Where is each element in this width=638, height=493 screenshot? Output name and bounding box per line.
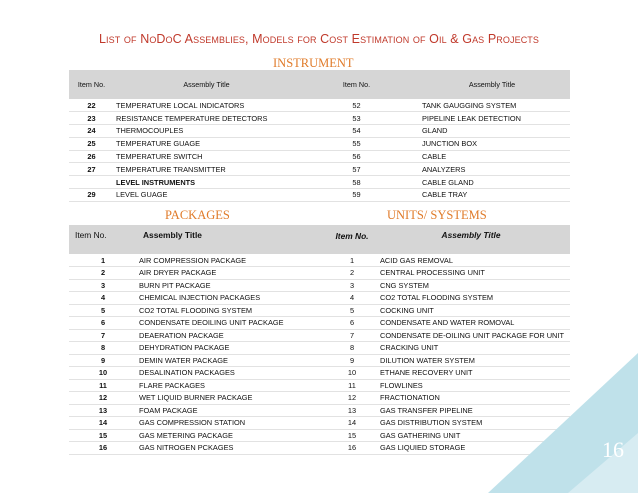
assembly-title-cell: FRACTIONATION bbox=[380, 393, 440, 403]
item-no-cell: 15 bbox=[347, 430, 357, 440]
assembly-title-cell: AIR COMPRESSION PACKAGE bbox=[139, 255, 247, 265]
assembly-title-cell: CENTRAL PROCESSING UNIT bbox=[380, 268, 485, 278]
assembly-title-cell: DEAERATION PACKAGE bbox=[139, 330, 224, 340]
table-row bbox=[69, 317, 570, 330]
item-no-cell: 5 bbox=[100, 305, 106, 315]
item-no-cell: 5 bbox=[349, 305, 355, 315]
assembly-title-cell: JUNCTION BOX bbox=[422, 139, 478, 149]
assembly-title-cell: CNG SYSTEM bbox=[380, 280, 429, 290]
item-no-cell: 4 bbox=[100, 293, 106, 303]
item-no-cell: 1 bbox=[349, 255, 355, 265]
assembly-title-cell: GAS GATHERING UNIT bbox=[380, 430, 461, 440]
item-no-cell: 4 bbox=[349, 293, 355, 303]
header-assembly-title: Assembly Title bbox=[183, 80, 230, 89]
header-assembly-title: Assembly Title bbox=[143, 230, 202, 240]
assembly-title-cell: TEMPERATURE LOCAL INDICATORS bbox=[116, 100, 245, 110]
assembly-title-cell: LEVEL GUAGE bbox=[116, 190, 168, 200]
assembly-title-cell: CONDENSATE AND WATER ROMOVAL bbox=[380, 318, 515, 328]
item-no-cell: 14 bbox=[347, 418, 357, 428]
assembly-title-cell: DEMIN WATER PACKAGE bbox=[139, 355, 228, 365]
units-systems-label: UNITS/ SYSTEMS bbox=[387, 208, 487, 222]
item-no-cell: 7 bbox=[100, 330, 106, 340]
item-no-cell: 6 bbox=[349, 318, 355, 328]
assembly-title-cell: GAS NITROGEN PCKAGES bbox=[139, 443, 234, 453]
item-no-cell bbox=[69, 176, 114, 189]
item-no-cell: 53 bbox=[352, 113, 361, 123]
item-no-cell: 14 bbox=[98, 418, 108, 428]
table-row bbox=[69, 189, 570, 202]
assembly-title-cell: GAS LIQUIED STORAGE bbox=[380, 443, 466, 453]
item-no-cell: 27 bbox=[87, 164, 96, 174]
assembly-title-cell: PIPELINE LEAK DETECTION bbox=[422, 113, 521, 123]
table-row bbox=[69, 329, 570, 342]
item-no-cell: 8 bbox=[349, 343, 355, 353]
assembly-title-cell: GAS COMPRESSION STATION bbox=[139, 418, 246, 428]
item-no-cell: 12 bbox=[347, 393, 357, 403]
assembly-title-cell: CHEMICAL INJECTION PACKAGES bbox=[139, 293, 261, 303]
assembly-title-cell: GAS TRANSFER PIPELINE bbox=[380, 405, 473, 415]
assembly-title-cell: CO2 TOTAL FLOODING SYSTEM bbox=[380, 293, 494, 303]
item-no-cell: 2 bbox=[349, 268, 355, 278]
item-no-cell: 26 bbox=[87, 152, 96, 162]
item-no-cell: 59 bbox=[352, 190, 361, 200]
table-row bbox=[69, 292, 570, 305]
item-no-cell: 56 bbox=[352, 152, 361, 162]
assembly-title-cell: WET LIQUID BURNER PACKAGE bbox=[139, 393, 253, 403]
item-no-cell: 29 bbox=[87, 190, 96, 200]
item-no-cell: 2 bbox=[100, 268, 106, 278]
assembly-title-cell: FLARE PACKAGES bbox=[139, 380, 205, 390]
instrument-label: INSTRUMENT bbox=[273, 56, 354, 70]
item-no-cell: 16 bbox=[347, 443, 357, 453]
item-no-cell: 13 bbox=[98, 405, 108, 415]
item-no-cell: 9 bbox=[349, 355, 355, 365]
table-row bbox=[69, 99, 570, 112]
table-row bbox=[69, 112, 570, 125]
item-no-cell: 55 bbox=[352, 139, 361, 149]
item-no-cell: 6 bbox=[100, 318, 106, 328]
assembly-title-cell: CABLE GLAND bbox=[422, 177, 474, 187]
assembly-title-cell: GLAND bbox=[422, 126, 448, 136]
item-no-cell: 3 bbox=[349, 280, 355, 290]
item-no-cell: 13 bbox=[347, 405, 357, 415]
header-item-no: Item No. bbox=[77, 80, 106, 89]
item-no-cell: 7 bbox=[349, 330, 355, 340]
table-row bbox=[69, 279, 570, 292]
page-number: 16 bbox=[602, 437, 624, 462]
table-row bbox=[69, 304, 570, 317]
table-row bbox=[69, 150, 570, 163]
assembly-title-cell: DESALINATION PACKAGES bbox=[139, 368, 235, 378]
assembly-title-cell: ACID GAS REMOVAL bbox=[380, 255, 453, 265]
item-no-cell: 54 bbox=[352, 126, 361, 136]
table-row bbox=[69, 137, 570, 150]
table-row bbox=[69, 125, 570, 138]
assembly-title-cell: CONDENSATE DEOILING UNIT PACKAGE bbox=[139, 318, 284, 328]
item-no-cell: 23 bbox=[87, 113, 96, 123]
item-no-cell: 22 bbox=[87, 100, 96, 110]
header-assembly-title: Assembly Title bbox=[468, 80, 516, 89]
assembly-title-cell: GAS DISTRIBUTION SYSTEM bbox=[380, 418, 483, 428]
assembly-title-cell: LEVEL INSTRUMENTS bbox=[116, 177, 196, 187]
item-no-cell: 10 bbox=[347, 368, 357, 378]
assembly-title-cell: ETHANE RECOVERY UNIT bbox=[380, 368, 473, 378]
instrument-table bbox=[69, 70, 570, 202]
item-no-cell: 9 bbox=[100, 355, 106, 365]
header-item-no: Item No. bbox=[335, 231, 369, 241]
item-no-cell: 8 bbox=[100, 343, 106, 353]
item-no-cell: 15 bbox=[98, 430, 108, 440]
item-no-cell: 25 bbox=[87, 139, 96, 149]
item-no-cell: 11 bbox=[348, 380, 356, 390]
assembly-title-cell: THERMOCOUPLES bbox=[116, 126, 184, 136]
assembly-title-cell: CABLE TRAY bbox=[422, 190, 468, 200]
item-no-cell: 10 bbox=[98, 368, 108, 378]
assembly-title-cell: CONDENSATE DE-OILING UNIT PACKAGE FOR UNIT bbox=[380, 330, 564, 340]
assembly-title-cell: FOAM PACKAGE bbox=[139, 405, 198, 415]
item-no-cell: 1 bbox=[100, 255, 106, 265]
table-row bbox=[69, 267, 570, 280]
packages-header-row bbox=[69, 225, 570, 254]
assembly-title-cell: AIR DRYER PACKAGE bbox=[139, 268, 217, 278]
item-no-cell: 12 bbox=[98, 393, 108, 403]
item-no-cell: 52 bbox=[352, 100, 361, 110]
table-row bbox=[69, 176, 570, 189]
assembly-title-cell: GAS METERING PACKAGE bbox=[139, 430, 233, 440]
item-no-cell: 24 bbox=[87, 126, 96, 136]
item-no-cell: 16 bbox=[98, 443, 108, 453]
assembly-title-cell: DEHYDRATION PACKAGE bbox=[139, 343, 230, 353]
page-title: List of NoDoC Assemblies, Models for Cost Estimation of Oil & Gas Projects bbox=[99, 32, 539, 46]
item-no-cell: 3 bbox=[100, 280, 106, 290]
header-assembly-title: Assembly Title bbox=[441, 230, 501, 240]
assembly-title-cell: TANK GAUGGING SYSTEM bbox=[422, 100, 517, 110]
item-no-cell: 11 bbox=[99, 380, 107, 390]
table-row bbox=[69, 254, 570, 267]
table-row bbox=[69, 163, 570, 176]
instrument-header-row bbox=[69, 70, 570, 99]
assembly-title-cell: COCKING UNIT bbox=[380, 305, 434, 315]
assembly-title-cell: TEMPERATURE GUAGE bbox=[116, 139, 201, 149]
assembly-title-cell: RESISTANCE TEMPERATURE DETECTORS bbox=[116, 113, 268, 123]
item-no-cell: 57 bbox=[352, 164, 361, 174]
assembly-title-cell: CO2 TOTAL FLOODING SYSTEM bbox=[139, 305, 253, 315]
packages-label: PACKAGES bbox=[165, 208, 230, 222]
assembly-title-cell: FLOWLINES bbox=[380, 380, 423, 390]
header-item-no: Item No. bbox=[75, 230, 107, 240]
assembly-title-cell: CRACKING UNIT bbox=[380, 343, 439, 353]
assembly-title-cell: TEMPERATURE SWITCH bbox=[116, 152, 203, 162]
item-no-cell: 58 bbox=[352, 177, 361, 187]
header-item-no: Item No. bbox=[342, 80, 371, 89]
assembly-title-cell: CABLE bbox=[422, 152, 447, 162]
assembly-title-cell: ANALYZERS bbox=[422, 164, 466, 174]
assembly-title-cell: DILUTION WATER SYSTEM bbox=[380, 355, 475, 365]
assembly-title-cell: BURN PIT PACKAGE bbox=[139, 280, 211, 290]
assembly-title-cell: TEMPERATURE TRANSMITTER bbox=[116, 164, 226, 174]
